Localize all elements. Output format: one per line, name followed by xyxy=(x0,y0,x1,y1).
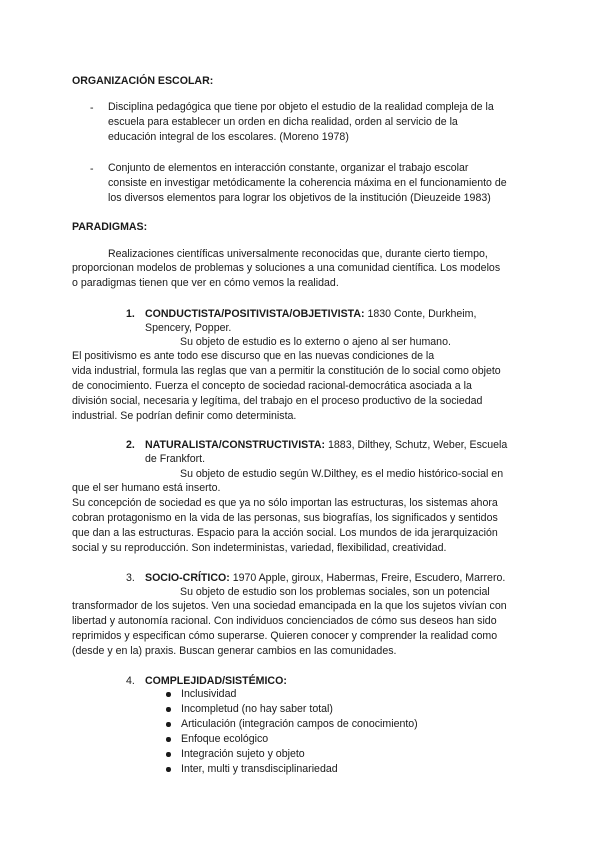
text-line: social y su reproducción. Son indeterministas, variedad, flexibilidad, creatividad. xyxy=(72,542,447,554)
text-line: Disciplina pedagógica que tiene por objeto el estudio de la realidad compleja de la xyxy=(108,101,494,113)
list-item: Inclusividad xyxy=(181,688,237,700)
paradigm-title-naturalista xyxy=(145,438,507,452)
list-item: Articulación (integración campos de conocimiento) xyxy=(181,718,418,730)
bullet-dot xyxy=(166,692,171,697)
text-line: proporcionan modelos de problemas y soluciones a una comunidad científica. Los modelos xyxy=(72,262,501,274)
text-line: Su concepción de sociedad es que ya no sólo importan las estructuras, los sistemas ahora xyxy=(72,497,498,509)
bullet-dot xyxy=(166,767,171,772)
paradigm-title: NATURALISTA/CONSTRUCTIVISTA: xyxy=(145,439,326,451)
paradigm-object-line: Su objeto de estudio según W.Dilthey, es el medio histórico-social en xyxy=(180,468,504,480)
paradigm-object-line: Su objeto de estudio es lo externo o ajeno al ser humano. xyxy=(180,336,451,348)
definition-dieuzeide xyxy=(108,161,507,206)
section-heading-organizacion: ORGANIZACIÓN ESCOLAR: xyxy=(72,75,214,87)
text-line: transformador de los sujetos. Ven una sociedad emancipada en la que los sujetos vivían con xyxy=(72,600,507,612)
list-item: Incompletud (no hay saber total) xyxy=(181,703,333,715)
bullet-dot xyxy=(166,752,171,757)
dash-bullet: - xyxy=(90,163,94,175)
text-line: Conjunto de elementos en interacción constante, organizar el trabajo escolar xyxy=(108,162,469,174)
paradigm-body-naturalista xyxy=(72,481,498,556)
text-line: (desde y en la) praxis. Buscan generar cambios en las comunidades. xyxy=(72,645,397,657)
text-line: división social, necesaria y legítima, del trabajo en el proceso productivo de la sociedad xyxy=(72,395,483,407)
paradigm-authors: 1970 Apple, giroux, Habermas, Freire, Escudero, Marrero. xyxy=(229,572,506,584)
text-line: los diversos elementos para lograr los objetivos de la institución (Dieuzeide 1983) xyxy=(108,192,491,204)
list-item: Enfoque ecológico xyxy=(181,733,269,745)
paradigm-authors: 1883, Dilthey, Schutz, Weber, Escuela xyxy=(325,439,508,451)
dash-bullet: - xyxy=(90,102,94,114)
list-number: 4. xyxy=(126,675,135,687)
list-number: 1. xyxy=(126,308,135,320)
list-item: Integración sujeto y objeto xyxy=(181,748,305,760)
list-number: 2. xyxy=(126,439,135,451)
text-line: educación integral de los escolares. (Moreno 1978) xyxy=(108,131,349,143)
text-line: consiste en investigar metódicamente la coherencia máxima en el funcionamiento de xyxy=(108,177,507,189)
text-line: cobran protagonismo en la vida de las personas, sus biografías, los significados y sentidos xyxy=(72,512,498,524)
text-line: que el ser humano está inserto. xyxy=(72,482,221,494)
paradigm-body-sociocritico xyxy=(72,599,507,659)
list-number: 3. xyxy=(126,572,135,584)
bullet-dot xyxy=(166,707,171,712)
paradigm-object-line: Su objeto de estudio son los problemas sociales, son un potencial xyxy=(180,586,490,598)
paradigm-title-complejidad: COMPLEJIDAD/SISTÉMICO: xyxy=(145,675,287,687)
text-line: industrial. Se podrían definir como determinista. xyxy=(72,410,297,422)
section-heading-paradigmas: PARADIGMAS: xyxy=(72,221,148,233)
paradigm-title: SOCIO-CRÍTICO: xyxy=(145,572,230,584)
bullet-dot xyxy=(166,722,171,727)
paradigm-title-sociocritico xyxy=(145,571,505,585)
definition-moreno xyxy=(108,100,494,145)
text-line: o paradigmas tienen que ver en cómo vemos la realidad. xyxy=(72,277,339,289)
paradigm-body-conductista xyxy=(72,349,501,424)
text-line: de conocimiento. Fuerza el concepto de sociedad racional-democrática asociada a la xyxy=(72,380,472,392)
paradigm-authors: 1830 Conte, Durkheim, xyxy=(364,308,477,320)
text-line: reprimidos y especifican cómo superarse. Quieren conocer y comprender la realidad como xyxy=(72,630,498,642)
paradigm-title: CONDUCTISTA/POSITIVISTA/OBJETIVISTA: xyxy=(145,308,365,320)
intro-paragraph xyxy=(72,261,500,291)
paradigm-authors-cont: de Frankfort. xyxy=(145,453,206,465)
text-line: vida industrial, formula las reglas que van a permitir la constitución de lo social como objeto xyxy=(72,365,501,377)
paradigm-authors-cont: Spencery, Popper. xyxy=(145,322,232,334)
list-item: Inter, multi y transdisciplinariedad xyxy=(181,763,338,775)
text-line: El positivismo es ante todo ese discurso que en las nuevas condiciones de la xyxy=(72,350,435,362)
text-line: escuela para establecer un orden en dicha realidad, orden al servicio de la xyxy=(108,116,458,128)
text-line: que dan a las estructuras. Espacio para la acción social. Los mundos de ida jerarquización xyxy=(72,527,498,539)
bullet-dot xyxy=(166,737,171,742)
text-line: libertad y autonomía racional. Con individuos concienciados de cómo sus deseos han sido xyxy=(72,615,497,627)
paradigm-title-conductista xyxy=(145,307,476,321)
intro-line: Realizaciones científicas universalmente reconocidas que, durante cierto tiempo, xyxy=(108,248,488,260)
